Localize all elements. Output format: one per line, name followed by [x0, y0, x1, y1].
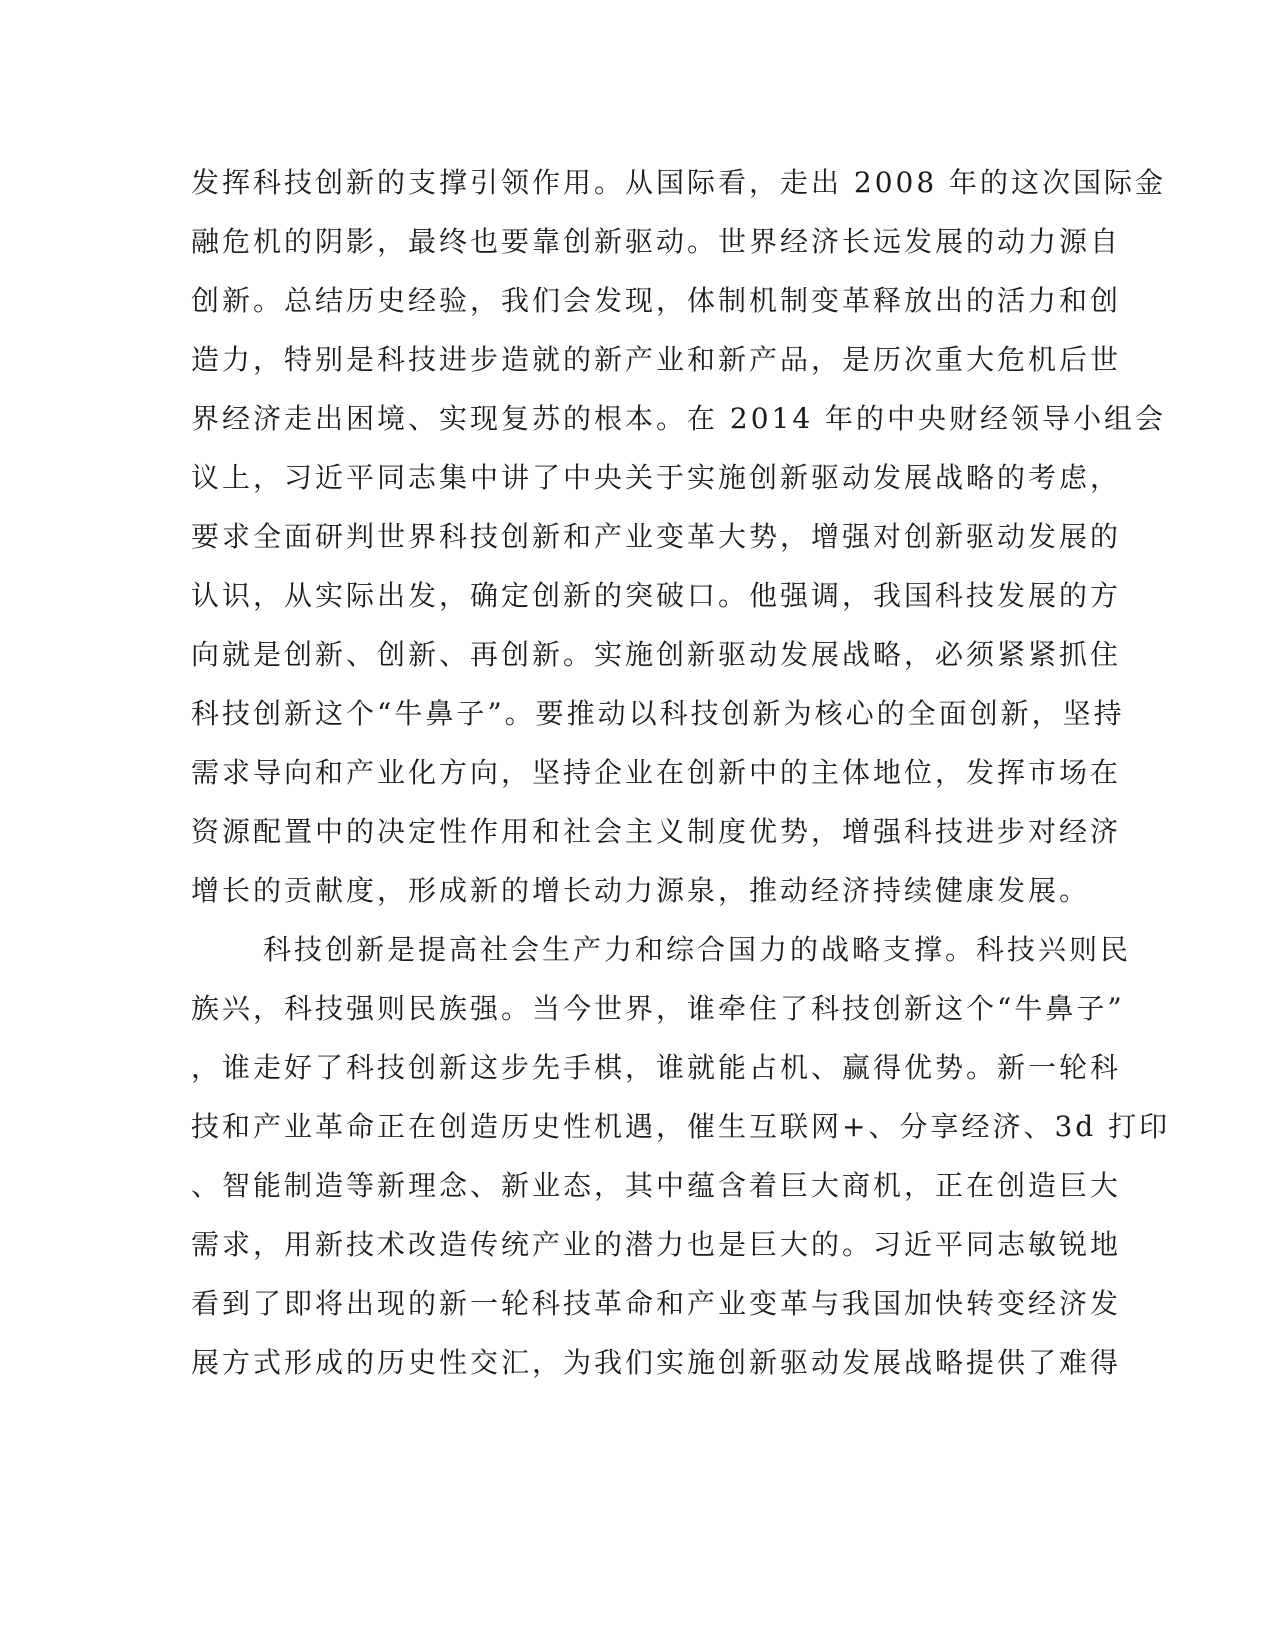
text-line: 需求，用新技术改造传统产业的潜力也是巨大的。习近平同志敏锐地	[191, 1228, 1122, 1261]
text-line: 界经济走出困境、实现复苏的根本。在 2014 年的中央财经领导小组会	[191, 402, 1167, 435]
text-line: 认识，从实际出发，确定创新的突破口。他强调，我国科技发展的方	[191, 579, 1122, 612]
text-line: 族兴，科技强则民族强。当今世界，谁牵住了科技创新这个“牛鼻子”	[191, 992, 1125, 1025]
text-line: 造力，特别是科技进步造就的新产业和新产品，是历次重大危机后世	[191, 343, 1122, 376]
text-line: 融危机的阴影，最终也要靠创新驱动。世界经济长远发展的动力源自	[191, 225, 1122, 258]
text-line: 看到了即将出现的新一轮科技革命和产业变革与我国加快转变经济发	[191, 1287, 1122, 1320]
text-line: 需求导向和产业化方向，坚持企业在创新中的主体地位，发挥市场在	[191, 756, 1122, 789]
paragraph-start-line: 科技创新是提高社会生产力和综合国力的战略支撑。科技兴则民	[263, 933, 1132, 966]
text-line: 技和产业革命正在创造历史性机遇，催生互联网+、分享经济、3d 打印	[191, 1110, 1171, 1143]
text-line: 发挥科技创新的支撑引领作用。从国际看，走出 2008 年的这次国际金	[191, 166, 1167, 199]
text-line: 增长的贡献度，形成新的增长动力源泉，推动经济持续健康发展。	[191, 874, 1091, 907]
text-line: 资源配置中的决定性作用和社会主义制度优势，增强科技进步对经济	[191, 815, 1122, 848]
text-line: 议上，习近平同志集中讲了中央关于实施创新驱动发展战略的考虑，	[191, 461, 1122, 494]
text-line: 要求全面研判世界科技创新和产业变革大势，增强对创新驱动发展的	[191, 520, 1122, 553]
text-line: 、智能制造等新理念、新业态，其中蕴含着巨大商机，正在创造巨大	[191, 1169, 1122, 1202]
text-line: ，谁走好了科技创新这步先手棋，谁就能占机、赢得优势。新一轮科	[191, 1051, 1122, 1084]
text-line: 创新。总结历史经验，我们会发现，体制机制变革释放出的活力和创	[191, 284, 1122, 317]
text-line: 科技创新这个“牛鼻子”。要推动以科技创新为核心的全面创新，坚持	[191, 697, 1125, 730]
text-line: 展方式形成的历史性交汇，为我们实施创新驱动发展战略提供了难得	[191, 1346, 1122, 1379]
text-line: 向就是创新、创新、再创新。实施创新驱动发展战略，必须紧紧抓住	[191, 638, 1122, 671]
